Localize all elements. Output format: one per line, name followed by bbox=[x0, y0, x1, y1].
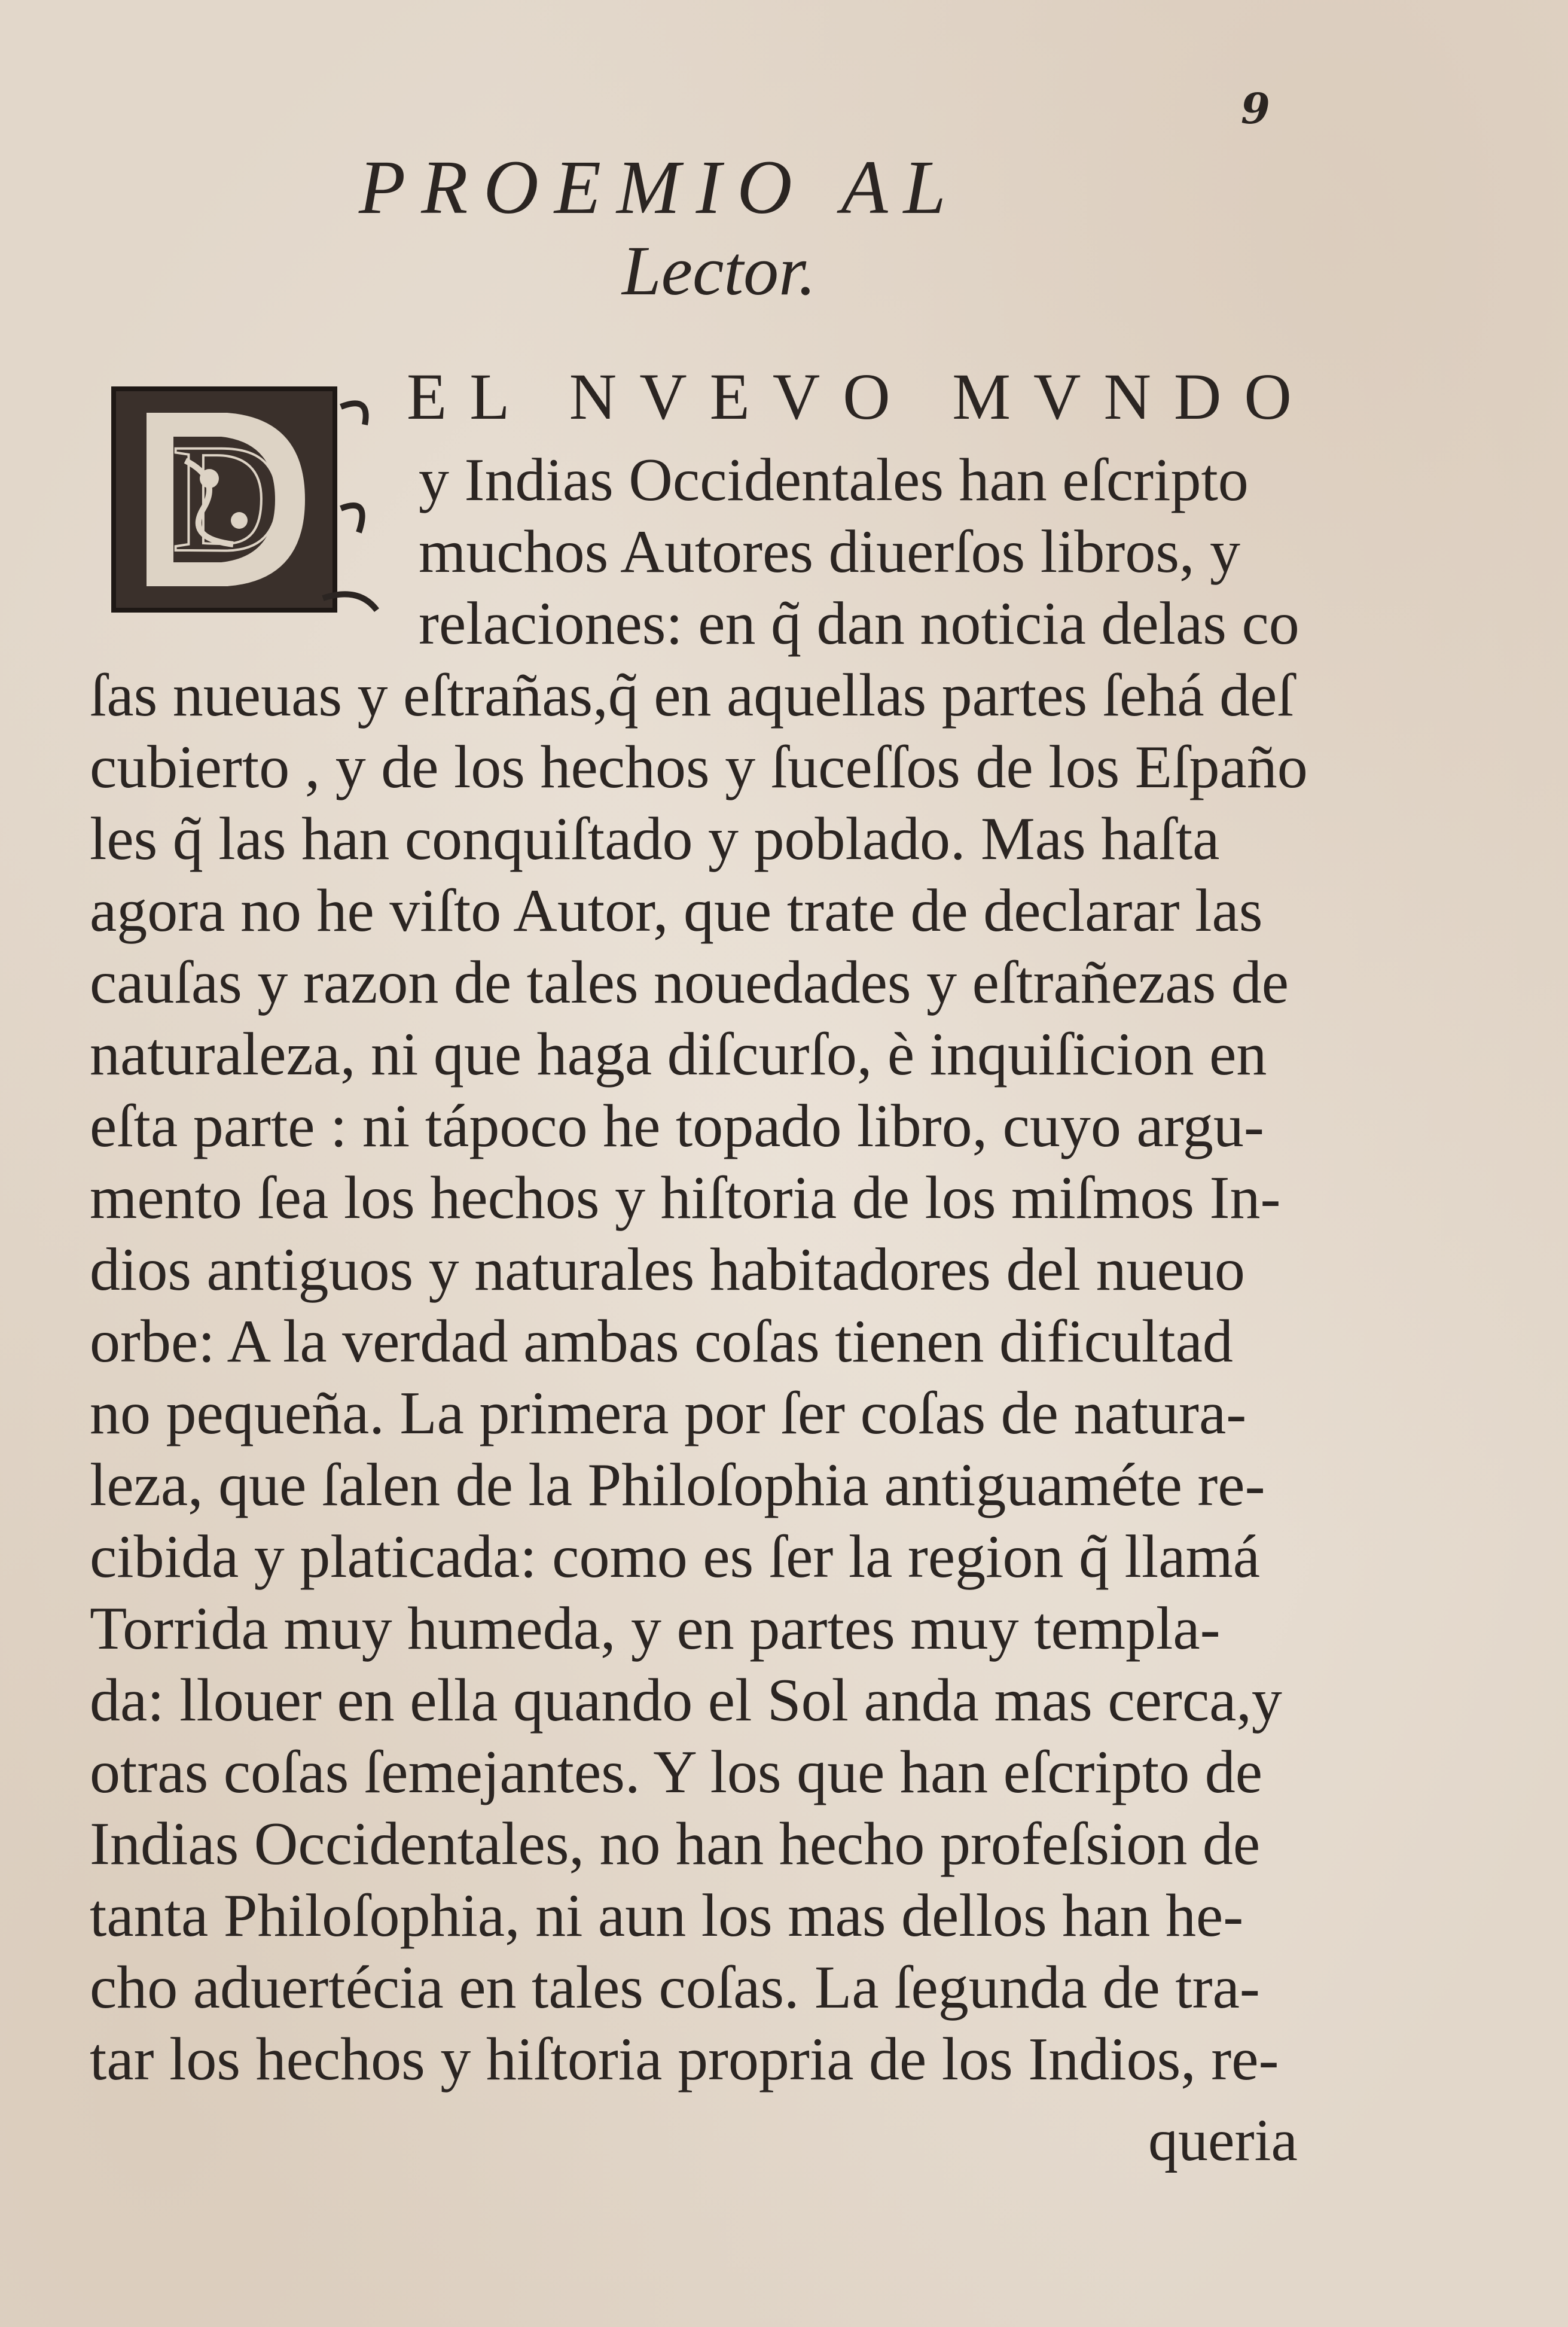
text-line: Indias Occidentales, no han hecho profeſsion de bbox=[90, 1810, 1261, 1878]
text-line: leza, que ſalen de la Philoſophia antiguaméte re- bbox=[90, 1451, 1265, 1519]
text-line: les q̃ las han conquiſtado y poblado. Mas haſta bbox=[90, 805, 1220, 873]
text-line: y Indias Occidentales han eſcripto bbox=[419, 446, 1249, 514]
text-line: ſas nueuas y eſtrañas,q̃ en aquellas partes ſehá deſ bbox=[90, 662, 1294, 729]
text-line: agora no he viſto Autor, que trate de declarar las bbox=[90, 877, 1263, 945]
text-line: Torrida muy humeda, y en partes muy templa- bbox=[90, 1595, 1221, 1662]
page-title: PROEMIO AL bbox=[359, 145, 962, 230]
drop-cap-letter: D bbox=[171, 412, 283, 584]
text-line: no pequeña. La primera por ſer coſas de natura- bbox=[90, 1379, 1247, 1447]
text-line: cauſas y razon de tales nouedades y eſtrañezas de bbox=[90, 949, 1289, 1016]
text-line: tar los hechos y hiſtoria propria de los Indios, re- bbox=[90, 2026, 1279, 2093]
text-line: relaciones: en q̃ dan noticia delas co bbox=[419, 590, 1299, 657]
folio-number: 9 bbox=[1241, 84, 1270, 133]
text-line: dios antiguos y naturales habitadores del nueuo bbox=[90, 1236, 1245, 1303]
opening-line: EL NVEVO MVNDO bbox=[407, 360, 1314, 433]
text-line: cibida y platicada: como es ſer la region q̃ llamá bbox=[90, 1523, 1261, 1591]
page-subtitle: Lector. bbox=[622, 232, 816, 310]
text-line: eſta parte : ni tápoco he topado libro, cuyo argu- bbox=[90, 1092, 1264, 1160]
text-line: muchos Autores diuerſos libros, y bbox=[419, 518, 1241, 586]
text-line: cho aduertécia en tales coſas. La ſegunda de tra- bbox=[90, 1954, 1260, 2021]
text-line: orbe: A la verdad ambas coſas tienen dificultad bbox=[90, 1308, 1233, 1375]
catchword: queria bbox=[1148, 2107, 1298, 2173]
drop-cap-initial bbox=[90, 371, 401, 634]
text-line: tanta Philoſophia, ni aun los mas dellos han he- bbox=[90, 1882, 1244, 1950]
text-line: da: llouer en ella quando el Sol anda mas cerca,y bbox=[90, 1667, 1282, 1734]
ornamental-initial-icon bbox=[90, 371, 401, 634]
text-line: cubierto , y de los hechos y ſuceſſos de los Eſpaño bbox=[90, 733, 1308, 801]
text-line: mento ſea los hechos y hiſtoria de los miſmos In- bbox=[90, 1164, 1281, 1232]
text-line: naturaleza, ni que haga diſcurſo, è inquiſicion en bbox=[90, 1021, 1267, 1088]
text-line: otras coſas ſemejantes. Y los que han eſcripto de bbox=[90, 1738, 1262, 1806]
